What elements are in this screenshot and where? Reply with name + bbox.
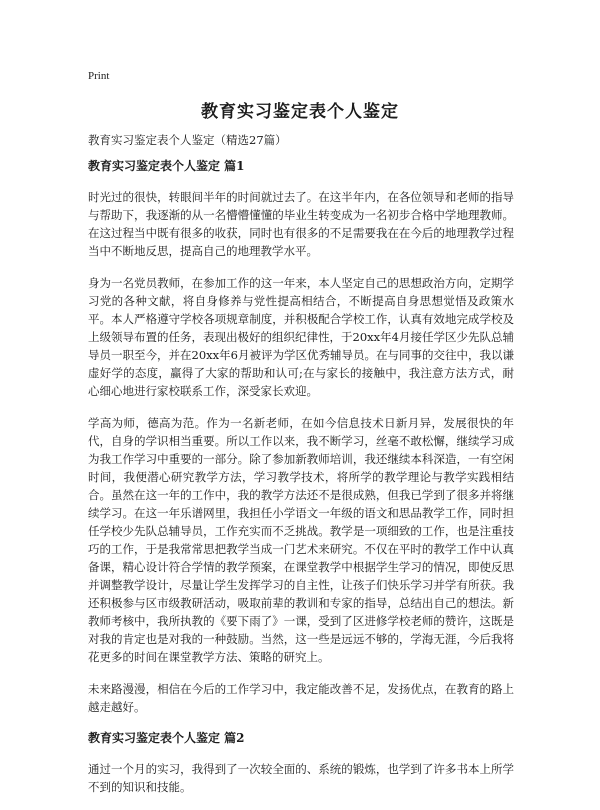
- paragraph: 通过一个月的实习，我得到了一次较全面的、系统的锻炼，也学到了许多书本上所学不到的知识和技能。: [88, 762, 514, 794]
- document-body: [88, 158, 514, 810]
- document-subtitle: 教育实习鉴定表个人鉴定（精选27篇）: [88, 133, 287, 147]
- section-heading: 教育实习鉴定表个人鉴定 篇2: [88, 731, 245, 745]
- print-label: Print: [88, 70, 110, 82]
- section-heading: 教育实习鉴定表个人鉴定 篇1: [88, 159, 245, 173]
- paragraph: 时光过的很快，转眼间半年的时间就过去了。在这半年内，在各位领导和老师的指导与帮助下，我逐渐的从一名懵懵懂懂的毕业生转变成为一名初步合格中学地理教师。在这过程当中既有很多的收获，同时也有很多的不足需要我在在今后的地理教学过程当中不断地反思，提高自己的地理教学水平。: [88, 190, 514, 258]
- section-1: [88, 158, 514, 716]
- section-2: [88, 730, 514, 796]
- paragraph: 学高为师，德高为范。作为一名新老师，在如今信息技术日新月异，发展很快的年代，自身的学识相当重要。所以工作以来，我不断学习，丝毫不敢松懈，继续学习成为我工作学习中重要的一部分。除了参加新教师培训，我还继续本科深造，一有空闲时间，我便潜心研究教学方法，学习教学技术，将所学的教学理论与教学实践相结合。虽然在这一年的工作中，我的教学方法还不是很成熟，但我已学到了很多并将继续学习。在这一年乐谱网里，我担任小学语文一年级的语文和思品教学工作，同时担任学校少先队总辅导员，工作充实而不乏挑战。教学是一项细致的工作，也是注重技巧的工作，于是我常常思把教学当成一门艺术来研究。不仅在平时的教学工作中认真备课，精心设计符合学情的教学预案，在课堂教学中根据学生学习的情况，即使反思并调整教学设计，尽量让学生发挥学习的自主性，让孩子们快乐学习并学有所获。我还积极参与区市级教研活动，吸取前辈的教训和专家的指导，总结出自己的想法。新教师考核中，我所执教的《要下雨了》一课，受到了区进修学校老师的赞许，这既是对我的肯定也是对我的一种鼓励。当然，这一些是远远不够的，学海无涯，今后我将花更多的时间在课堂教学方法、策略的研究上。: [88, 416, 514, 664]
- paragraph: 未来路漫漫，相信在今后的工作学习中，我定能改善不足，发扬优点，在教育的路上越走越好。: [88, 682, 514, 714]
- document-title: 教育实习鉴定表个人鉴定: [201, 102, 399, 122]
- paragraph: 身为一名党员教师，在参加工作的这一年来，本人坚定自己的思想政治方向，定期学习党的各种文献，将自身修养与党性提高相结合，不断提高自身思想觉悟及政策水平。本人严格遵守学校各项规章制度，并积极配合学校工作，认真有效地完成学校及上级领导布置的任务，表现出极好的组织纪律性，于20xx年4月接任学区少先队总辅导员一职至今，并在20xx年6月被评为学区优秀辅导员。在与同事的交往中，我以谦虚好学的态度，赢得了大家的帮助和认可;在与家长的接触中，我注意方法方式，耐心细心地进行家校联系工作，深受家长欢迎。: [88, 276, 514, 398]
